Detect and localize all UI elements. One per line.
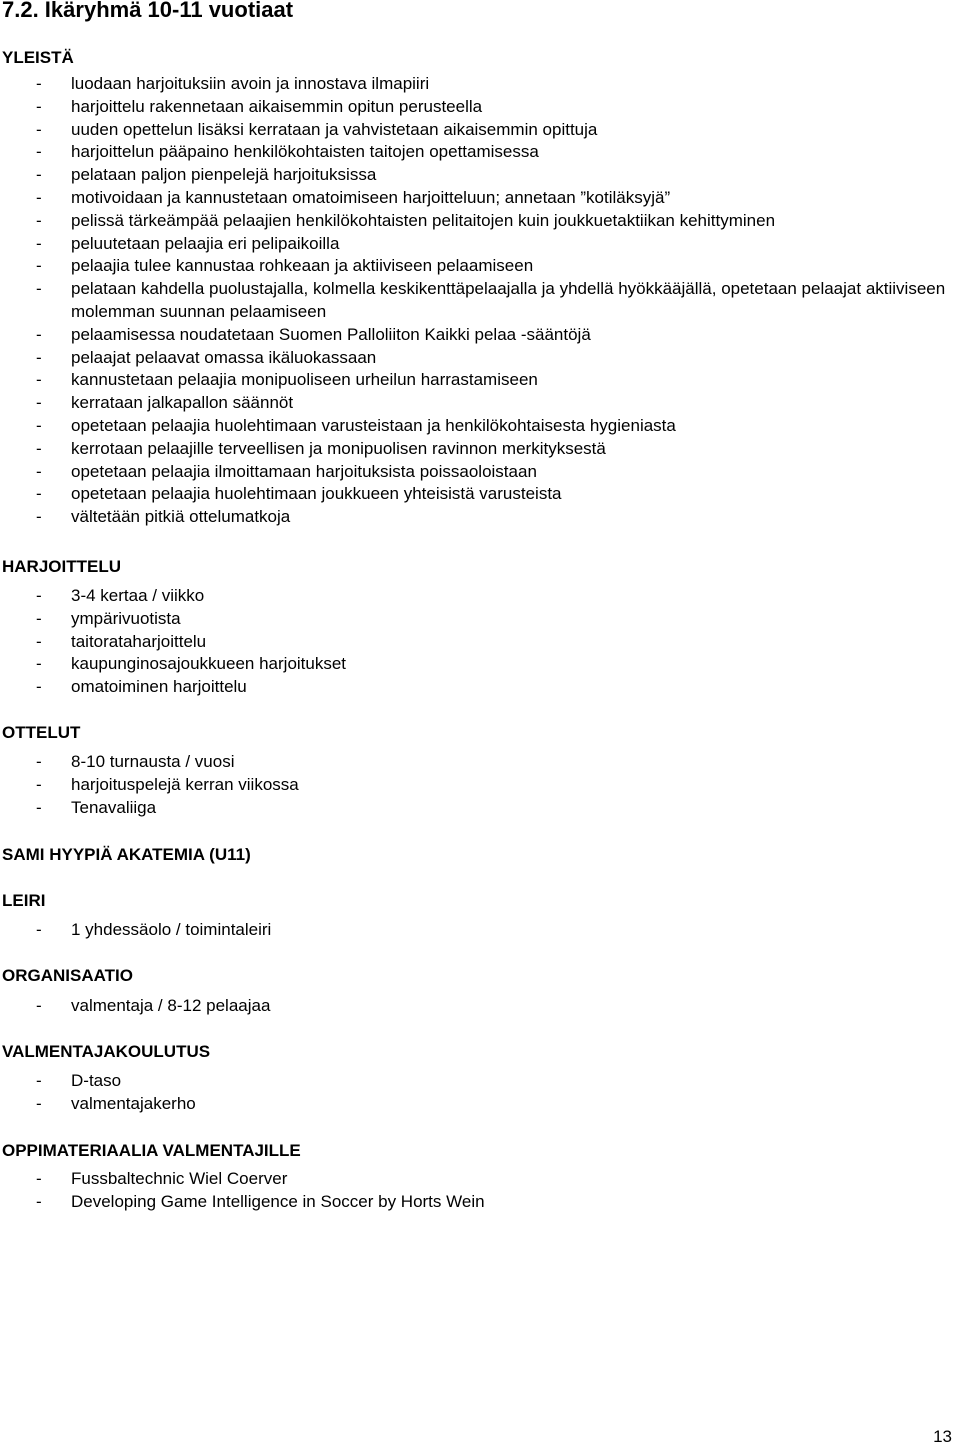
- list-item-text: motivoidaan ja kannustetaan omatoimiseen harjoitteluun; annetaan ”kotiläksyjä”: [71, 187, 671, 207]
- list-item-text: kannustetaan pelaajia monipuoliseen urheilun harrastamiseen: [71, 370, 538, 390]
- bullet-dash: -: [36, 96, 42, 116]
- bullet-dash: -: [36, 1071, 42, 1090]
- bullet-dash: -: [36, 797, 42, 817]
- bullet-dash: -: [36, 1093, 42, 1113]
- list-item: [0, 255, 960, 278]
- list-item-text: harjoittelu rakennetaan aikaisemmin opitun perusteella: [71, 96, 483, 116]
- list-item: [0, 1070, 960, 1093]
- list-item: [0, 585, 960, 608]
- list-item-text: Fussbaltechnic Wiel Coerver: [71, 1169, 288, 1188]
- bullet-dash: -: [36, 996, 42, 1015]
- list-item-text: valmentajakerho: [71, 1093, 196, 1113]
- list-item: [0, 653, 960, 676]
- list-item-text: 1 yhdessäolo / toimintaleiri: [71, 920, 272, 939]
- list-item-text: opetetaan pelaajia ilmoittamaan harjoituksista poissaoloistaan: [71, 461, 537, 481]
- list-item: [0, 1093, 960, 1116]
- bullet-dash: -: [36, 507, 42, 527]
- bullet-dash: -: [36, 920, 42, 939]
- list-item-text: luodaan harjoituksiin avoin ja innostava ilmapiiri: [71, 74, 430, 93]
- list-item-text: 8-10 turnausta / vuosi: [71, 752, 235, 771]
- bullet-dash: -: [36, 438, 42, 458]
- list-item: [0, 774, 960, 797]
- bullet-dash: -: [36, 347, 42, 367]
- list-item-text: D-taso: [71, 1071, 122, 1090]
- list-item: [0, 676, 960, 699]
- bullet-dash: -: [36, 1169, 42, 1188]
- bullet-dash: -: [36, 233, 42, 253]
- list-item: [0, 461, 960, 484]
- bullet-dash: -: [36, 165, 42, 185]
- list-ottelut: [0, 751, 960, 819]
- page-title: 7.2. Ikäryhmä 10-11 vuotiaat: [2, 0, 294, 22]
- bullet-dash: -: [36, 210, 42, 230]
- bullet-dash: -: [36, 415, 42, 435]
- list-item: [0, 631, 960, 654]
- list-item-text: pelaajia tulee kannustaa rohkeaan ja aktiiviseen pelaamiseen: [71, 256, 534, 276]
- bullet-dash: -: [36, 484, 42, 504]
- bullet-dash: -: [36, 142, 42, 162]
- section-heading-yleista: YLEISTÄ: [2, 48, 74, 67]
- bullet-dash: -: [36, 774, 42, 794]
- list-item-text: omatoiminen harjoittelu: [71, 677, 247, 697]
- bullet-dash: -: [36, 608, 42, 628]
- section-heading-ottelut: OTTELUT: [2, 723, 81, 742]
- list-item-text: uuden opettelun lisäksi kerrataan ja vahvistetaan aikaisemmin opittuja: [71, 119, 598, 139]
- list-item-text: vältetään pitkiä ottelumatkoja: [71, 507, 291, 527]
- bullet-dash: -: [36, 119, 42, 139]
- list-item: [0, 415, 960, 438]
- bullet-dash: -: [36, 187, 42, 207]
- bullet-dash: -: [36, 654, 42, 674]
- list-item-text: pelataan paljon pienpelejä harjoituksissa: [71, 165, 377, 185]
- list-item: [0, 164, 960, 187]
- list-harjoittelu: [0, 585, 960, 699]
- list-item: [0, 1191, 960, 1214]
- list-item-text: opetetaan pelaajia huolehtimaan varusteistaan ja henkilökohtaisesta hygieniasta: [71, 415, 676, 435]
- list-item-text: valmentaja / 8-12 pelaajaa: [71, 996, 271, 1015]
- list-item: [0, 324, 960, 347]
- list-item: [0, 1168, 960, 1191]
- list-item: [0, 73, 960, 96]
- list-item-text: Developing Game Intelligence in Soccer by Horts Wein: [71, 1191, 485, 1211]
- list-item-text: harjoituspelejä kerran viikossa: [71, 774, 299, 794]
- bullet-dash: -: [36, 256, 42, 276]
- list-item: [0, 995, 960, 1018]
- page-number: 13: [933, 1427, 952, 1446]
- list-item: [0, 141, 960, 164]
- list-item: [0, 347, 960, 370]
- list-item: [0, 233, 960, 256]
- list-item: [0, 797, 960, 820]
- list-leiri: [0, 919, 960, 942]
- list-item: [0, 119, 960, 142]
- bullet-dash: -: [36, 586, 42, 605]
- list-item-text: kerrotaan pelaajille terveellisen ja monipuolisen ravinnon merkityksestä: [71, 438, 606, 458]
- list-yleista: [0, 73, 960, 529]
- section-heading-oppimateriaalia: OPPIMATERIAALIA VALMENTAJILLE: [2, 1141, 301, 1160]
- section-heading-leiri: LEIRI: [2, 891, 46, 910]
- list-item-text: pelataan kahdella puolustajalla, kolmella keskikenttäpelaajalla ja yhdellä hyökkääjällä, opetetaan pelaajat aktiiviseen molemman suunnan pelaamiseen: [71, 279, 946, 321]
- bullet-dash: -: [36, 752, 42, 771]
- list-item: [0, 751, 960, 774]
- list-item-text: Tenavaliiga: [71, 797, 157, 817]
- list-item: [0, 96, 960, 119]
- list-item-text: harjoittelun pääpaino henkilökohtaisten taitojen opettamisessa: [71, 142, 539, 162]
- bullet-dash: -: [36, 324, 42, 344]
- list-item: [0, 210, 960, 233]
- list-item: [0, 369, 960, 392]
- list-item: [0, 483, 960, 506]
- list-item-text: opetetaan pelaajia huolehtimaan joukkueen yhteisistä varusteista: [71, 484, 562, 504]
- list-item: [0, 438, 960, 461]
- list-valmentajakoulutus: [0, 1070, 960, 1116]
- list-item-text: peluutetaan pelaajia eri pelipaikoilla: [71, 233, 340, 253]
- list-item: [0, 506, 960, 529]
- bullet-dash: -: [36, 393, 42, 413]
- section-heading-akatemia: SAMI HYYPIÄ AKATEMIA (U11): [2, 845, 251, 864]
- section-heading-harjoittelu: HARJOITTELU: [2, 557, 121, 576]
- list-organisaatio: [0, 995, 960, 1018]
- list-item: [0, 919, 960, 942]
- list-item-text: pelissä tärkeämpää pelaajien henkilökohtaisten pelitaitojen kuin joukkuetaktiikan kehittyminen: [71, 210, 776, 230]
- bullet-dash: -: [36, 461, 42, 481]
- bullet-dash: -: [36, 74, 42, 93]
- list-item: [0, 392, 960, 415]
- list-item-text: taitorataharjoittelu: [71, 631, 207, 651]
- list-item-text: pelaamisessa noudatetaan Suomen Palloliiton Kaikki pelaa -sääntöjä: [71, 324, 591, 344]
- list-item-text: pelaajat pelaavat omassa ikäluokassaan: [71, 347, 377, 367]
- section-heading-valmentajakoulutus: VALMENTAJAKOULUTUS: [2, 1042, 211, 1061]
- bullet-dash: -: [36, 677, 42, 697]
- bullet-dash: -: [36, 370, 42, 390]
- list-oppimateriaalia: [0, 1168, 960, 1214]
- section-heading-organisaatio: ORGANISAATIO: [2, 966, 133, 985]
- list-item-text: kaupunginosajoukkueen harjoitukset: [71, 654, 347, 674]
- list-item: [0, 278, 960, 324]
- list-item: [0, 187, 960, 210]
- list-item: [0, 608, 960, 631]
- bullet-dash: -: [36, 279, 42, 299]
- list-item-text: kerrataan jalkapallon säännöt: [71, 393, 294, 413]
- bullet-dash: -: [36, 631, 42, 651]
- bullet-dash: -: [36, 1191, 42, 1211]
- list-item-text: 3-4 kertaa / viikko: [71, 586, 205, 605]
- list-item-text: ympärivuotista: [71, 608, 181, 628]
